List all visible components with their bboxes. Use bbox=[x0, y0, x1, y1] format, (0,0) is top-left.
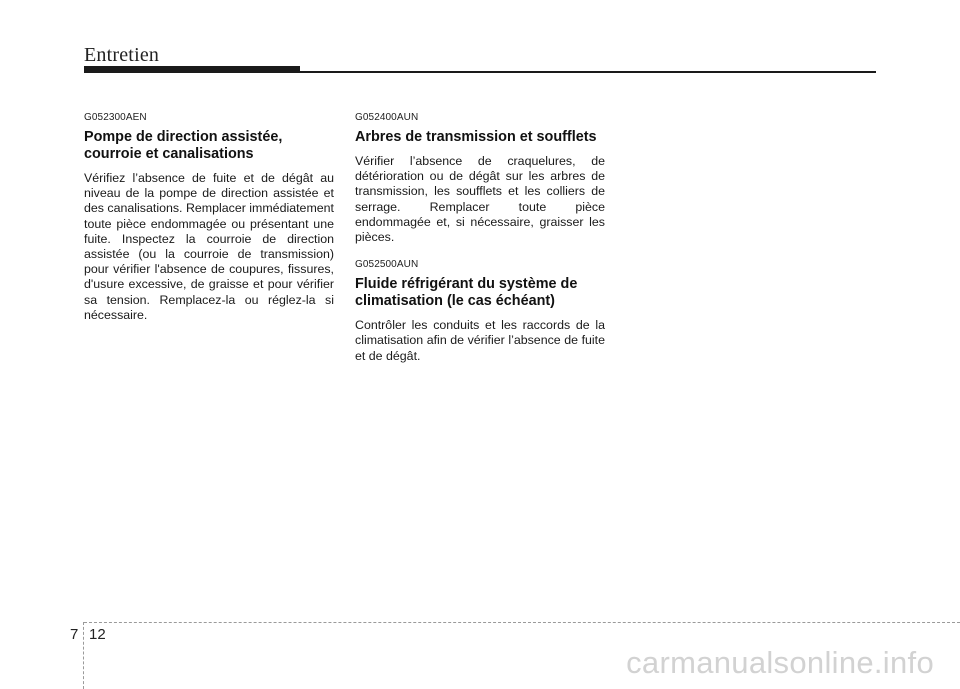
watermark: carmanualsonline.info bbox=[626, 645, 934, 680]
section-body: Vérifiez l’absence de fuite et de dégât au niveau de la pompe de direction assistée et des canalisations. Remplacer immédiatement toute pièce endommagée ou présentant une fuite. Inspectez la courroie de direction assistée (ou la courroie de transmission) pour vérifier l'absence de coupures, fissures, d'usure excessive, de graisse et pour vérifier sa tension. Remplacez-la ou réglez-la si nécessaire. bbox=[84, 171, 334, 322]
page-header-title: Entretien bbox=[84, 44, 160, 66]
footer-dashed-divider bbox=[83, 622, 84, 689]
section-drive-shafts bbox=[355, 112, 605, 245]
section-body: Contrôler les conduits et les raccords de la climatisation afin de vérifier l’absence de fuite et de dégât. bbox=[355, 318, 605, 363]
section-heading: Arbres de transmission et soufflets bbox=[355, 129, 597, 145]
section-code: G052300AEN bbox=[84, 112, 147, 123]
section-heading: Pompe de direction assistée, courroie et canalisations bbox=[84, 129, 283, 162]
section-body: Vérifier l’absence de craquelures, de détérioration ou de dégât sur les arbres de transmission, les soufflets et les colliers de serrage. Remplacer toute pièce endommagée et, si nécessaire, graisser les pièces. bbox=[355, 154, 605, 245]
chapter-number: 7 bbox=[70, 626, 79, 643]
page-number: 12 bbox=[89, 626, 106, 643]
section-code: G052500AUN bbox=[355, 259, 419, 271]
header-rule-thin bbox=[300, 71, 876, 73]
header-rule-thick bbox=[84, 66, 300, 73]
left-column bbox=[84, 112, 334, 337]
section-ac-refrigerant bbox=[355, 259, 605, 364]
section-power-steering bbox=[84, 112, 334, 323]
section-code: G052400AUN bbox=[355, 112, 419, 123]
right-column bbox=[355, 112, 605, 378]
section-heading: Fluide réfrigérant du système de climatisation (le cas échéant) bbox=[355, 276, 578, 310]
footer-dashed-rule bbox=[84, 622, 960, 623]
